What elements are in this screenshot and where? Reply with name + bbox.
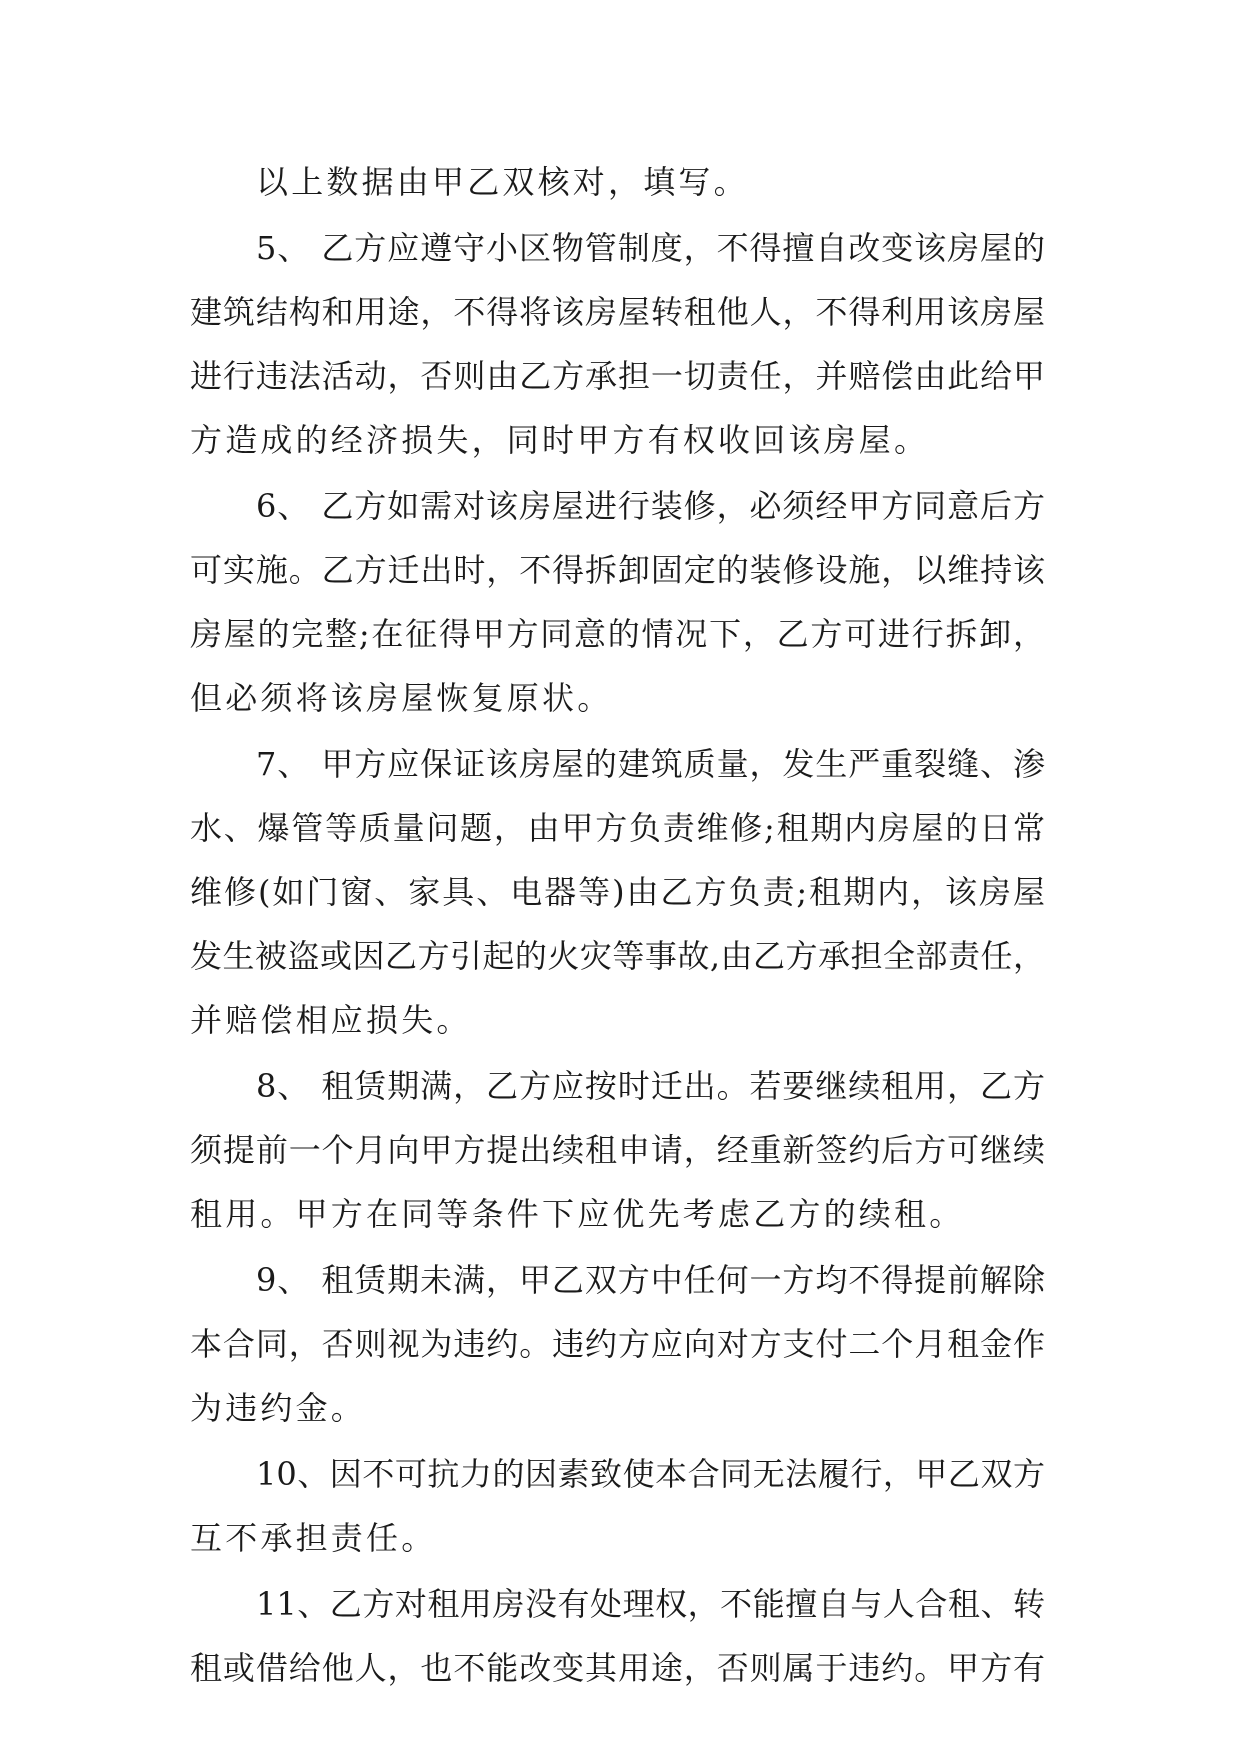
document-page xyxy=(190,150,1045,1700)
text-line: 8、 租赁期满，乙方应按时迁出。若要继续租用，乙方 xyxy=(256,1067,1045,1105)
text-line: 6、 乙方如需对该房屋进行装修，必须经甲方同意后方 xyxy=(256,487,1045,525)
text-line: 建筑结构和用途，不得将该房屋转租他人，不得利用该房屋 xyxy=(190,293,1045,331)
text-line: 9、 租赁期未满，甲乙双方中任何一方均不得提前解除 xyxy=(256,1261,1045,1299)
text-line: 须提前一个月向甲方提出续租申请，经重新签约后方可继续 xyxy=(190,1131,1045,1169)
text-line: 但必须将该房屋恢复原状。 xyxy=(190,679,613,717)
text-line: 10、因不可抗力的因素致使本合同无法履行，甲乙双方 xyxy=(256,1455,1045,1493)
text-line: 互不承担责任。 xyxy=(190,1519,437,1557)
paragraph-clause-10 xyxy=(190,1442,1045,1570)
text-line: 以上数据由甲乙双核对，填写。 xyxy=(256,163,749,201)
text-line: 房屋的完整;在征得甲方同意的情况下，乙方可进行拆卸， xyxy=(190,615,1045,653)
text-line: 进行违法活动，否则由乙方承担一切责任，并赔偿由此给甲 xyxy=(190,357,1045,395)
paragraph-clause-9 xyxy=(190,1248,1045,1440)
text-line: 11、乙方对租用房没有处理权，不能擅自与人合租、转 xyxy=(256,1585,1045,1623)
text-line: 本合同，否则视为违约。违约方应向对方支付二个月租金作 xyxy=(190,1325,1045,1363)
paragraph-clause-7 xyxy=(190,732,1045,1052)
text-line: 并赔偿相应损失。 xyxy=(190,1001,472,1039)
text-line: 方造成的经济损失，同时甲方有权收回该房屋。 xyxy=(190,421,930,459)
text-line: 7、 甲方应保证该房屋的建筑质量，发生严重裂缝、渗 xyxy=(256,745,1045,783)
text-line: 租或借给他人，也不能改变其用途，否则属于违约。甲方有 xyxy=(190,1649,1045,1687)
text-line: 租用。甲方在同等条件下应优先考虑乙方的续租。 xyxy=(190,1195,965,1233)
text-line: 为违约金。 xyxy=(190,1389,367,1427)
text-line: 水、爆管等质量问题，由甲方负责维修;租期内房屋的日常 xyxy=(190,809,1045,847)
paragraph-clause-5 xyxy=(190,216,1045,472)
paragraph-data-confirm xyxy=(190,150,1045,214)
paragraph-clause-11 xyxy=(190,1572,1045,1700)
text-line: 维修(如门窗、家具、电器等)由乙方负责;租期内，该房屋 xyxy=(190,873,1045,911)
text-line: 5、 乙方应遵守小区物管制度，不得擅自改变该房屋的 xyxy=(256,229,1045,267)
paragraph-clause-8 xyxy=(190,1054,1045,1246)
text-line: 发生被盗或因乙方引起的火灾等事故,由乙方承担全部责任， xyxy=(190,937,1045,975)
paragraph-clause-6 xyxy=(190,474,1045,730)
text-line: 可实施。乙方迁出时，不得拆卸固定的装修设施，以维持该 xyxy=(190,551,1045,589)
